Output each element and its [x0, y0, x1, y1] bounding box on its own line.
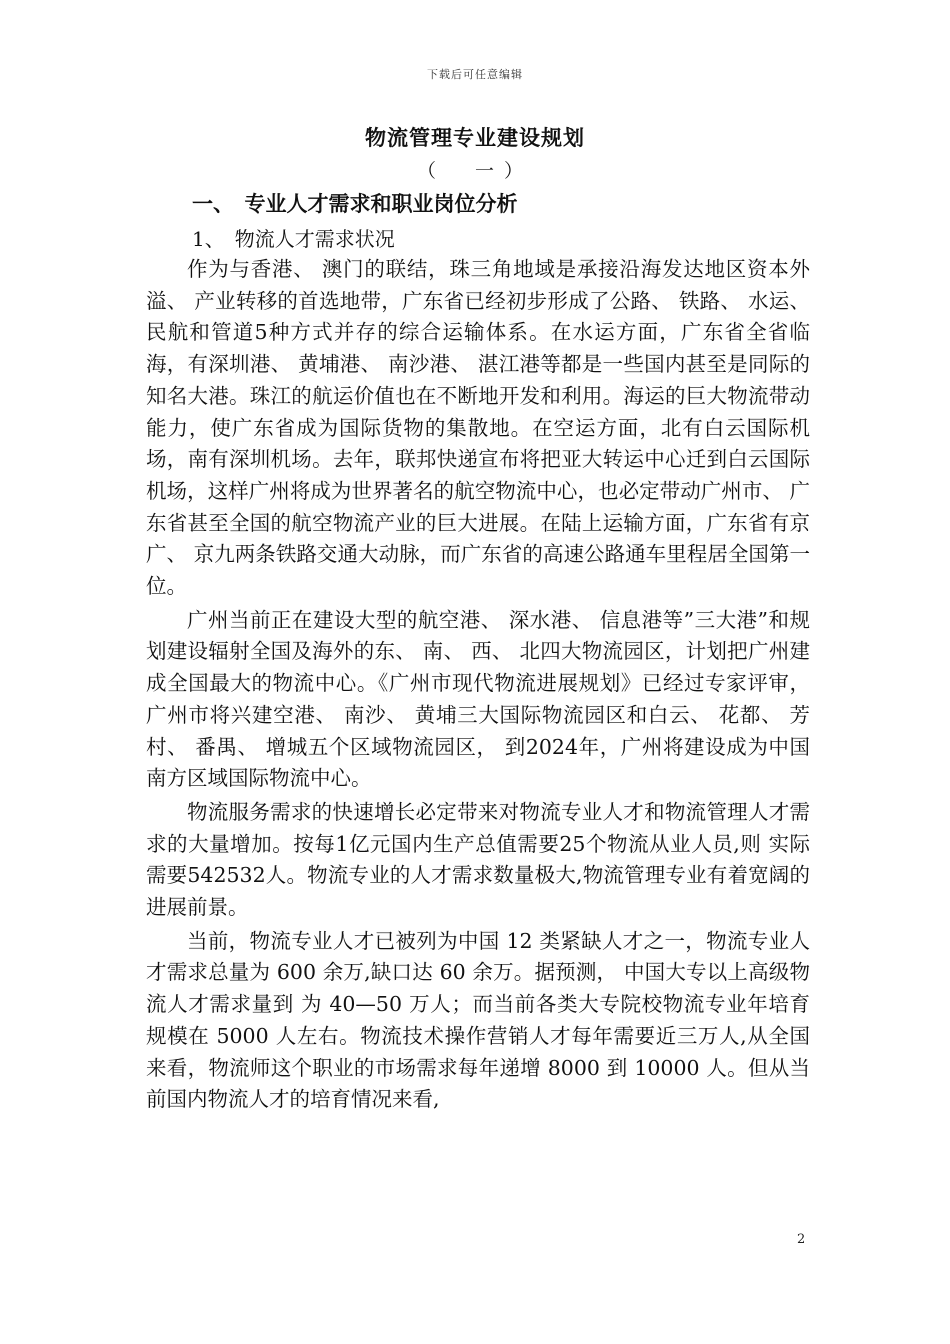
- paragraph-guangzhou-plan: 广州当前正在建设大型的航空港、 深水港、 信息港等”三大港”和规划建设辐射全国及海外的东、 南、 西、 北四大物流园区，计划把广州建成全国最大的物流中心。《广州市现代物流进展规划》已经过专家评审，广州市将兴建空港、 南沙、 黄埔三大国际物流园区和白云、 花都、 芳村、 番禺、 增城五个区域物流园区， 到2024年，广州将建设成为中国南方区域国际物流中心。: [146, 607, 810, 791]
- document-subtitle: （ 一）: [416, 160, 533, 182]
- section-heading: 一、 专业人才需求和职业岗位分析: [192, 191, 518, 216]
- body-text: [146, 254, 810, 1118]
- paragraph-talent-shortage: 当前，物流专业人才已被列为中国 12 类紧缺人才之一，物流专业人才需求总量为 600 余万,缺口达 60 余万。据预测， 中国大专以上高级物流人才需求量到 为 40—50 万人；而当前各类大专院校物流专业年培育规模在 5000 人左右。物流技术操作营销人才每年需要近三万人,从全国来看，物流师这个职业的市场需求每年递增 8000 到 10000 人。但从当前国内物流人才的培育情况来看,: [146, 928, 810, 1112]
- page-header-note: 下载后可任意编辑: [427, 68, 523, 81]
- page-number: 2: [797, 1232, 806, 1247]
- paragraph-talent-demand: 物流服务需求的快速增长必定带来对物流专业人才和物流管理人才需求的大量增加。按每1亿元国内生产总值需要25个物流从业人员,则 实际需要542532人。物流专业的人才需求数量极大,物流管理专业有着宽阔的进展前景。: [146, 799, 810, 920]
- document-title: 物流管理专业建设规划: [365, 125, 585, 150]
- paragraph-transport-overview: 作为与香港、 澳门的联结，珠三角地域是承接沿海发达地区资本外溢、 产业转移的首选地带，广东省已经初步形成了公路、 铁路、 水运、 民航和管道5种方式并存的综合运输体系。在水运方面，广东省全省临海，有深圳港、 黄埔港、 南沙港、 湛江港等都是一些国内甚至是同际的知名大港。珠江的航运价值也在不断地开发和利用。海运的巨大物流带动能力，使广东省成为国际货物的集散地。在空运方面，北有白云国际机场，南有深圳机场。去年，联邦快递宣布将把亚大转运中心迁到白云国际机场，这样广州将成为世界著名的航空物流中心，也必定带动广州市、 广东省甚至全国的航空物流产业的巨大进展。在陆上运输方面，广东省有京广、 京九两条铁路交通大动脉，而广东省的高速公路通车里程居全国第一位。: [146, 257, 810, 599]
- subsection-heading: 1、 物流人才需求状况: [192, 227, 395, 251]
